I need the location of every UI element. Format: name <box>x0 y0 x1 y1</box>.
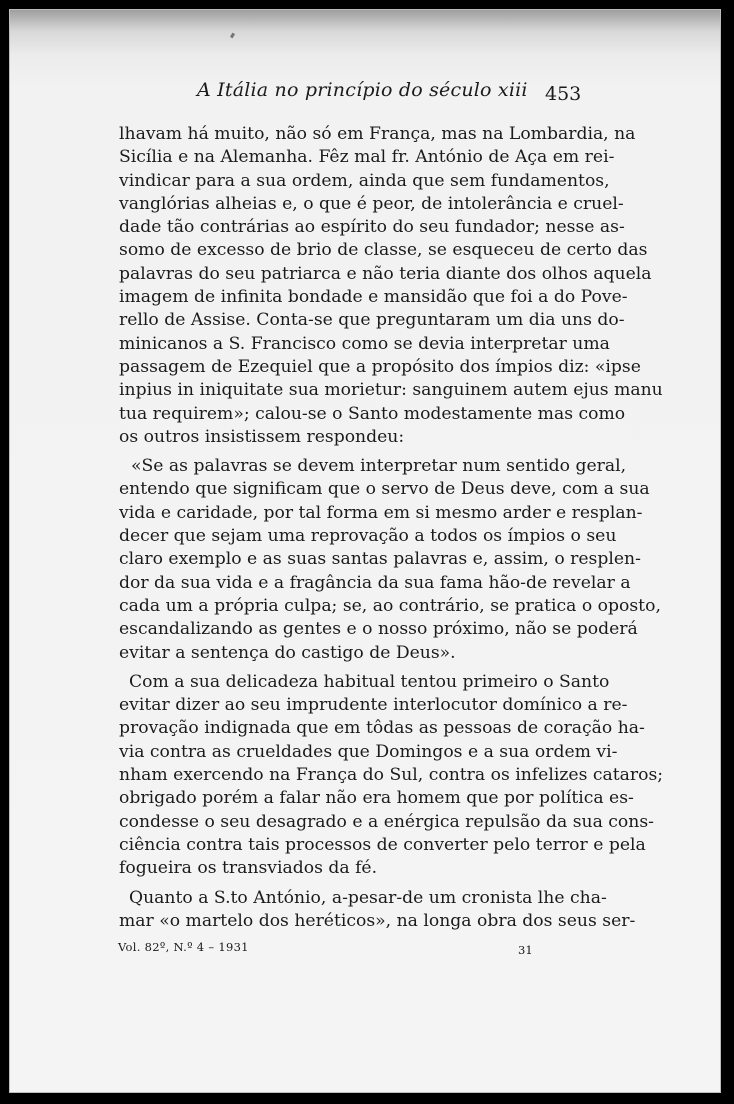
page-header <box>9 77 721 107</box>
text-line: nham exercendo na França do Sul, contra os infelizes cataros; <box>119 765 664 786</box>
page-number: 453 <box>545 83 582 105</box>
book-page <box>9 9 721 1093</box>
text-line: tua requirem»; calou-se o Santo modestamente mas como <box>119 403 626 424</box>
text-line: decer que sejam uma reprovação a todos os ímpios o seu <box>119 526 617 547</box>
text-line: vindicar para a sua ordem, ainda que sem fundamentos, <box>119 170 610 191</box>
signature-mark: 31 <box>518 943 533 957</box>
print-smudge <box>230 33 235 39</box>
text-line: Com a sua delicadeza habitual tentou primeiro o Santo <box>129 671 610 692</box>
text-line: palavras do seu patriarca e não teria diante dos olhos aquela <box>119 263 652 284</box>
text-line: fogueira os transviados da fé. <box>119 858 378 879</box>
text-line: entendo que significam que o servo de Deus deve, com a sua <box>119 479 650 500</box>
text-line: minicanos a S. Francisco como se devia interpretar uma <box>119 333 610 354</box>
text-line: vida e caridade, por tal forma em si mesmo arder e resplan- <box>119 502 643 523</box>
text-line: dor da sua vida e a fragância da sua fama hão-de revelar a <box>119 572 631 593</box>
text-line: somo de excesso de brio de classe, se esqueceu de certo das <box>119 240 648 261</box>
text-line: via contra as crueldades que Domingos e a sua ordem vi- <box>119 741 618 762</box>
text-line: escandalizando as gentes e o nosso próximo, não se poderá <box>119 619 638 640</box>
text-line: inpius in iniquitate sua morietur: sanguinem autem ejus manu <box>119 380 663 401</box>
running-title: A Itália no princípio do século xiii <box>197 79 528 101</box>
volume-info: Vol. 82º, N.º 4 – 1931 <box>118 940 249 954</box>
text-line: claro exemplo e as suas santas palavras e, assim, o resplen- <box>119 549 641 570</box>
text-line: os outros insistissem respondeu: <box>119 426 405 447</box>
page-footer <box>9 940 721 960</box>
text-line: evitar dizer ao seu imprudente interlocutor domínico a re- <box>119 695 628 716</box>
text-line: dade tão contrárias ao espírito do seu fundador; nesse as- <box>119 217 625 238</box>
text-line: passagem de Ezequiel que a propósito dos ímpios diz: «ipse <box>119 356 641 377</box>
text-line: ciência contra tais processos de converter pelo terror e pela <box>119 834 646 855</box>
text-line: mar «o martelo dos heréticos», na longa obra dos seus ser- <box>119 910 636 931</box>
text-line: «Se as palavras se devem interpretar num sentido geral, <box>131 456 627 477</box>
text-line: Sicília e na Alemanha. Fêz mal fr. António de Aça em rei- <box>119 147 615 168</box>
text-line: imagem de infinita bondade e mansidão que foi a do Pove- <box>119 287 628 308</box>
text-line: evitar a sentença do castigo de Deus». <box>119 642 456 663</box>
text-line: condesse o seu desagrado e a enérgica repulsão da sua cons- <box>119 811 654 832</box>
text-line: rello de Assise. Conta-se que preguntaram um dia uns do- <box>119 310 625 331</box>
text-line: cada um a própria culpa; se, ao contrário, se pratica o oposto, <box>119 595 661 616</box>
text-line: Quanto a S.to António, a-pesar-de um cronista lhe cha- <box>129 887 607 908</box>
text-line: provação indignada que em tôdas as pessoas de coração ha- <box>119 718 645 739</box>
body-text <box>119 123 664 933</box>
text-line: lhavam há muito, não só em França, mas na Lombardia, na <box>119 124 636 144</box>
text-line: obrigado porém a falar não era homem que por política es- <box>119 788 634 809</box>
text-line: vanglórias alheias e, o que é peor, de intolerância e cruel- <box>119 193 624 214</box>
